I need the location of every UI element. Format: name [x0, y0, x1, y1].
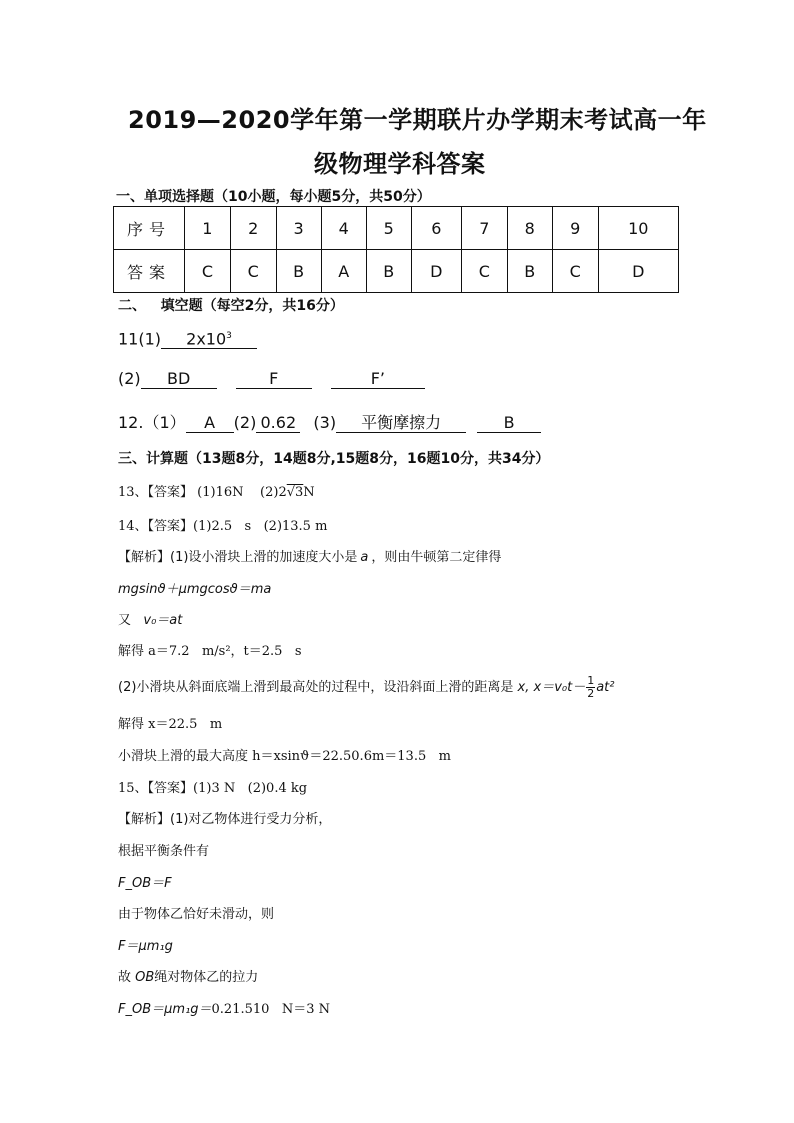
table-cell: 5	[366, 207, 411, 250]
q14-part2	[118, 675, 615, 700]
q15-line6-a: 故	[118, 970, 136, 985]
table-cell: C	[230, 250, 276, 293]
table-cell: 4	[321, 207, 366, 250]
q14-height-prefix: 小滑块上滑的最大高度	[118, 749, 253, 764]
q14-equation1: mgsinϑ＋μmgcosϑ＝ma	[118, 582, 272, 597]
q11-answer1-exp: 3	[226, 331, 232, 341]
page-title-line2: 级物理学科答案	[314, 150, 486, 178]
q11-label: 11(1)	[118, 329, 162, 349]
table-cell: B	[366, 250, 411, 293]
table-cell: 8	[507, 207, 552, 250]
q15-line5: F＝μm₁g	[118, 939, 173, 954]
table-cell: D	[411, 250, 461, 293]
q14-part2-eq-b: at²	[596, 680, 615, 695]
q14-part2-text: (2)小滑块从斜面底端上滑到最高处的过程中，设沿斜面上滑的距离是	[118, 680, 514, 695]
q12-answer3: 平衡摩擦力	[336, 414, 466, 433]
fraction-denominator: 2	[587, 687, 595, 700]
q15-line6	[118, 966, 258, 985]
section2-heading: 二、 填空题（每空2分，共16分）	[118, 298, 344, 314]
q12-line	[118, 410, 541, 433]
q11-answer1-base: 2x10	[186, 329, 227, 349]
q13-answer-text: 13、【答案】 (1)16N (2)2	[118, 485, 287, 500]
q11-answer4: F’	[331, 370, 425, 389]
section3-heading: 三、计算题（13题8分，14题8分,15题8分，16题10分，共34分）	[118, 451, 550, 467]
q12-label: 12.（1）	[118, 413, 186, 432]
q13-answer	[118, 481, 315, 500]
q14-analysis1	[118, 546, 501, 565]
q15-line2: 根据平衡条件有	[118, 844, 210, 859]
q15-analysis1: 【解析】(1)对乙物体进行受力分析，	[118, 812, 332, 827]
row-label-answer: 答案	[114, 250, 185, 293]
q11-part2-label: (2)	[118, 369, 141, 388]
q15-line6-var: OB	[135, 970, 155, 985]
table-cell: D	[598, 250, 678, 293]
q14-solve2-prefix: 解得	[118, 717, 149, 732]
q14-solve1-text: a＝7.2 m/s²，t＝2.5 s	[148, 644, 302, 659]
table-cell: B	[276, 250, 321, 293]
row-label-number: 序号	[114, 207, 185, 250]
q11-answer3: F	[236, 370, 312, 389]
table-cell: 6	[411, 207, 461, 250]
q15-answer: 15、【答案】(1)3 N (2)0.4 kg	[118, 781, 308, 796]
table-cell: 1	[185, 207, 231, 250]
table-cell: 9	[552, 207, 598, 250]
q11-answer1	[161, 327, 257, 349]
q15-line7-b: 0.21.510 N＝3 N	[211, 1002, 330, 1017]
q14-solve2	[118, 713, 222, 732]
table-cell: 3	[276, 207, 321, 250]
q14-answer: 14、【答案】(1)2.5 s (2)13.5 m	[118, 519, 328, 534]
q14-part2-eq-a: x, x＝v₀t－	[513, 680, 586, 695]
table-cell: C	[185, 250, 231, 293]
q12-answer2: 0.62	[256, 414, 300, 433]
fraction-numerator: 1	[587, 674, 595, 687]
table-cell: 10	[598, 207, 678, 250]
q15-line4: 由于物体乙恰好未滑动，则	[118, 907, 275, 922]
section1-heading: 一、单项选择题（10小题，每小题5分，共50分）	[116, 189, 431, 205]
q12-answer4: B	[477, 414, 541, 433]
q15-line6-b: 绳对物体乙的拉力	[154, 970, 259, 985]
table-cell: B	[507, 250, 552, 293]
q13-unit: N	[303, 485, 315, 500]
q11-line1	[118, 327, 257, 349]
page-title-line1: 2019—2020学年第一学期联片办学期末考试高一年	[128, 106, 707, 134]
table-row-answers	[114, 250, 679, 293]
q14-eq2: v₀＝at	[143, 613, 183, 628]
q14-var-a: a	[360, 550, 369, 565]
table-row-numbers	[114, 207, 679, 250]
fraction	[586, 675, 595, 700]
q12-part2-label: (2)	[233, 413, 257, 432]
q14-analysis1-text: 【解析】(1)设小滑块上滑的加速度大小是	[118, 550, 358, 565]
q13-root: √3	[286, 485, 304, 500]
table-cell: C	[552, 250, 598, 293]
q11-line2	[118, 369, 425, 389]
q14-height	[118, 745, 451, 764]
q14-solve1-prefix: 解得	[118, 644, 149, 659]
q14-eq2-prefix: 又	[118, 613, 144, 628]
q15-line3: F_OB＝F	[118, 876, 172, 891]
q15-line7	[118, 998, 330, 1017]
q14-equation2	[118, 609, 182, 628]
q11-answer2: BD	[141, 370, 217, 389]
table-cell: 7	[461, 207, 507, 250]
table-cell: C	[461, 250, 507, 293]
table-cell: A	[321, 250, 366, 293]
q14-solve1	[118, 640, 302, 659]
q14-height-eq: h＝xsinϑ＝22.50.6m＝13.5 m	[252, 749, 451, 764]
q14-solve2-text: x＝22.5 m	[148, 717, 223, 732]
q12-part3-label: (3)	[313, 413, 337, 432]
q15-line7-a: F_OB＝μm₁g＝	[118, 1002, 212, 1017]
q12-answer1: A	[186, 414, 234, 433]
table-cell: 2	[230, 207, 276, 250]
answer-table	[113, 206, 679, 293]
q14-analysis1-tail: ，则由牛顿第二定律得	[371, 550, 502, 565]
